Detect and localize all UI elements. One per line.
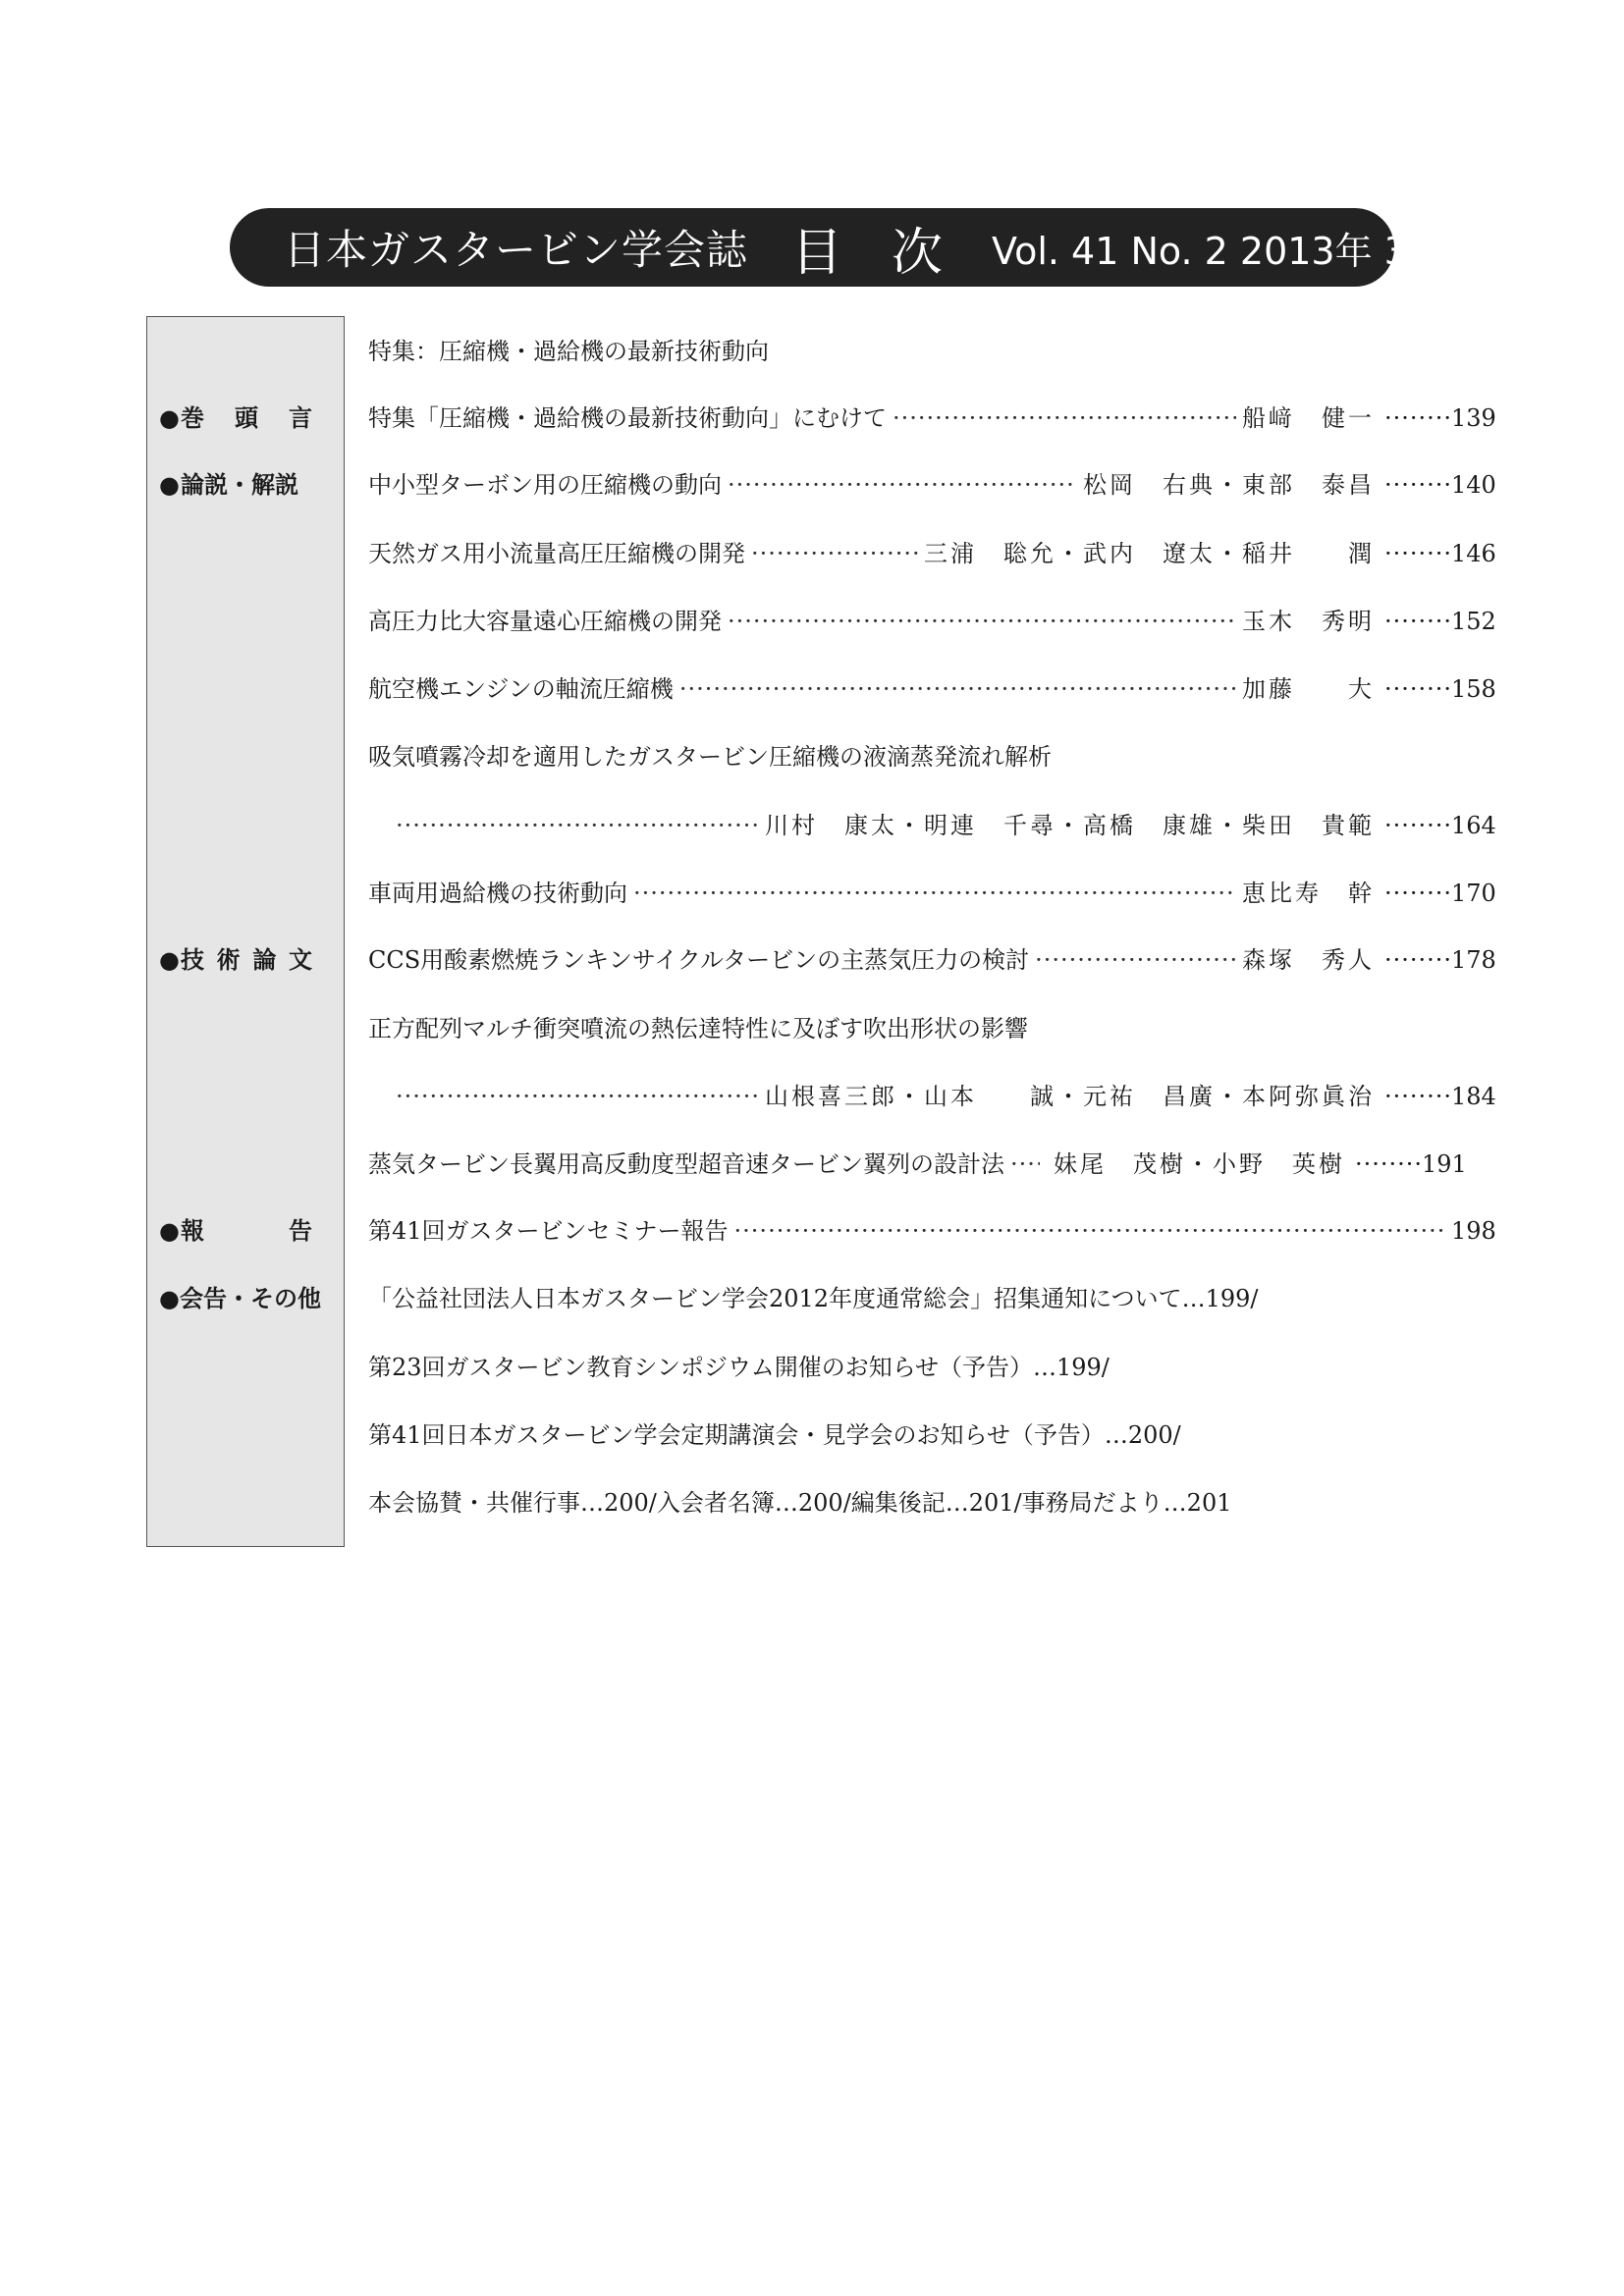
category-report: ● 報 告 [159,1217,312,1245]
bullet-icon: ● [159,1217,180,1245]
toc-header-bar [230,208,1445,287]
journal-title: 日本ガスタービン学会誌 [284,226,749,274]
leader-dots [1384,469,1451,501]
leader-dots [728,469,1077,501]
leader-dots [751,538,918,569]
notice-item[interactable]: 第41回日本ガスタービン学会定期講演会・見学会のお知らせ（予告）…200/ [368,1421,1181,1449]
leader-dots [1355,1148,1422,1180]
entry-page: 146 [1451,540,1496,567]
entry-page: 170 [1451,880,1496,907]
leader-dots [633,878,1236,909]
entry-page: 140 [1451,471,1496,499]
notice-item[interactable]: 本会協賛・共催行事…200/入会者名簿…200/編集後記…201/事務局だより…201 [368,1489,1232,1517]
leader-dots [1384,673,1451,705]
entry-page: 164 [1451,812,1496,839]
leader-dots [396,1081,759,1112]
category-reviews: ● 論説・解説 [159,471,298,499]
toc-entry[interactable] [368,1148,1492,1180]
entry-title: 高圧力比大容量遠心圧縮機の開発 [368,608,722,635]
entry-page: 152 [1451,608,1496,635]
bullet-icon: ● [159,471,180,499]
entry-title: CCS用酸素燃焼ランキンサイクルタービンの主蒸気圧力の検討 [368,946,1030,974]
bullet-icon: ● [159,946,180,974]
entry-page: 198 [1451,1217,1496,1245]
toc-entry[interactable] [368,878,1496,909]
toc-entry[interactable] [368,810,1496,841]
volume-issue: Vol. 41 No. 2 2013年 3月 [992,229,1445,273]
entry-title: 中小型ターボン用の圧縮機の動向 [368,471,722,499]
leader-dots [1384,944,1451,976]
toc-title: 目次 [791,223,993,283]
entry-author: 玉木 秀明 [1242,608,1375,635]
entry-title: 第41回ガスタービンセミナー報告 [368,1217,729,1245]
entry-page: 139 [1451,404,1496,432]
toc-entry[interactable] [368,469,1496,501]
notice-item[interactable]: 「公益社団法人日本ガスタービン学会2012年度通常総会」招集通知について…199/ [368,1285,1259,1312]
toc-entry[interactable] [368,402,1496,434]
entry-title[interactable]: 正方配列マルチ衝突噴流の熱伝達特性に及ぼす吹出形状の影響 [368,1015,1028,1042]
leader-dots [1035,944,1236,976]
entry-title[interactable]: 吸気噴霧冷却を適用したガスタービン圧縮機の液滴蒸発流れ解析 [368,743,1052,771]
bullet-icon: ● [159,1285,180,1312]
entry-title: 車両用過給機の技術動向 [368,880,627,907]
leader-dots [1384,402,1451,434]
bullet-icon: ● [159,404,180,432]
entry-author: 加藤 大 [1242,675,1375,703]
entry-author: 森塚 秀人 [1242,946,1375,974]
toc-entry[interactable] [368,944,1496,976]
entry-page: 184 [1451,1083,1496,1110]
entry-title: 天然ガス用小流量高圧圧縮機の開発 [368,540,745,567]
toc-entry[interactable] [368,673,1496,705]
entry-page: 191 [1422,1150,1467,1178]
category-notices: ● 会告・その他 [159,1285,321,1312]
entry-page: 178 [1451,946,1496,974]
leader-dots [1384,1081,1451,1112]
category-papers: ● 技 術 論 文 [159,946,312,974]
toc-entry[interactable] [368,1081,1496,1112]
category-sidebar [146,316,345,1547]
toc-entry[interactable] [368,538,1496,569]
entry-author: 三浦 聡允・武内 遼太・稲井 潤 [924,540,1375,567]
entry-title: 特集「圧縮機・過給機の最新技術動向」にむけて [368,404,887,432]
entry-title: 航空機エンジンの軸流圧縮機 [368,675,674,703]
leader-dots [728,606,1236,637]
leader-dots [1384,538,1451,569]
entry-page: 158 [1451,675,1496,703]
entry-author: 川村 康太・明連 千尋・高橋 康雄・柴田 貴範 [765,812,1375,839]
entry-author: 恵比寿 幹 [1242,880,1375,907]
leader-dots [679,673,1236,705]
entry-author: 松岡 右典・東部 泰昌 [1083,471,1375,499]
leader-dots [1384,878,1451,909]
leader-dots [1010,1148,1040,1180]
leader-dots [734,1215,1445,1247]
entry-author: 船﨑 健一 [1242,404,1375,432]
leader-dots [893,402,1236,434]
leader-dots [1384,810,1451,841]
special-feature-heading: 特集：圧縮機・過給機の最新技術動向 [368,338,769,365]
leader-dots [1384,606,1451,637]
entry-author: 妹尾 茂樹・小野 英樹 [1054,1150,1345,1178]
notice-item[interactable]: 第23回ガスタービン教育シンポジウム開催のお知らせ（予告）…199/ [368,1354,1110,1381]
entry-author: 山根喜三郎・山本 誠・元祐 昌廣・本阿弥眞治 [765,1083,1375,1110]
toc-entry[interactable] [368,606,1496,637]
category-preface: ● 巻 頭 言 [159,404,312,432]
leader-dots [396,810,759,841]
entry-title: 蒸気タービン長翼用高反動度型超音速タービン翼列の設計法 [368,1150,1004,1178]
toc-entry[interactable] [368,1215,1496,1247]
